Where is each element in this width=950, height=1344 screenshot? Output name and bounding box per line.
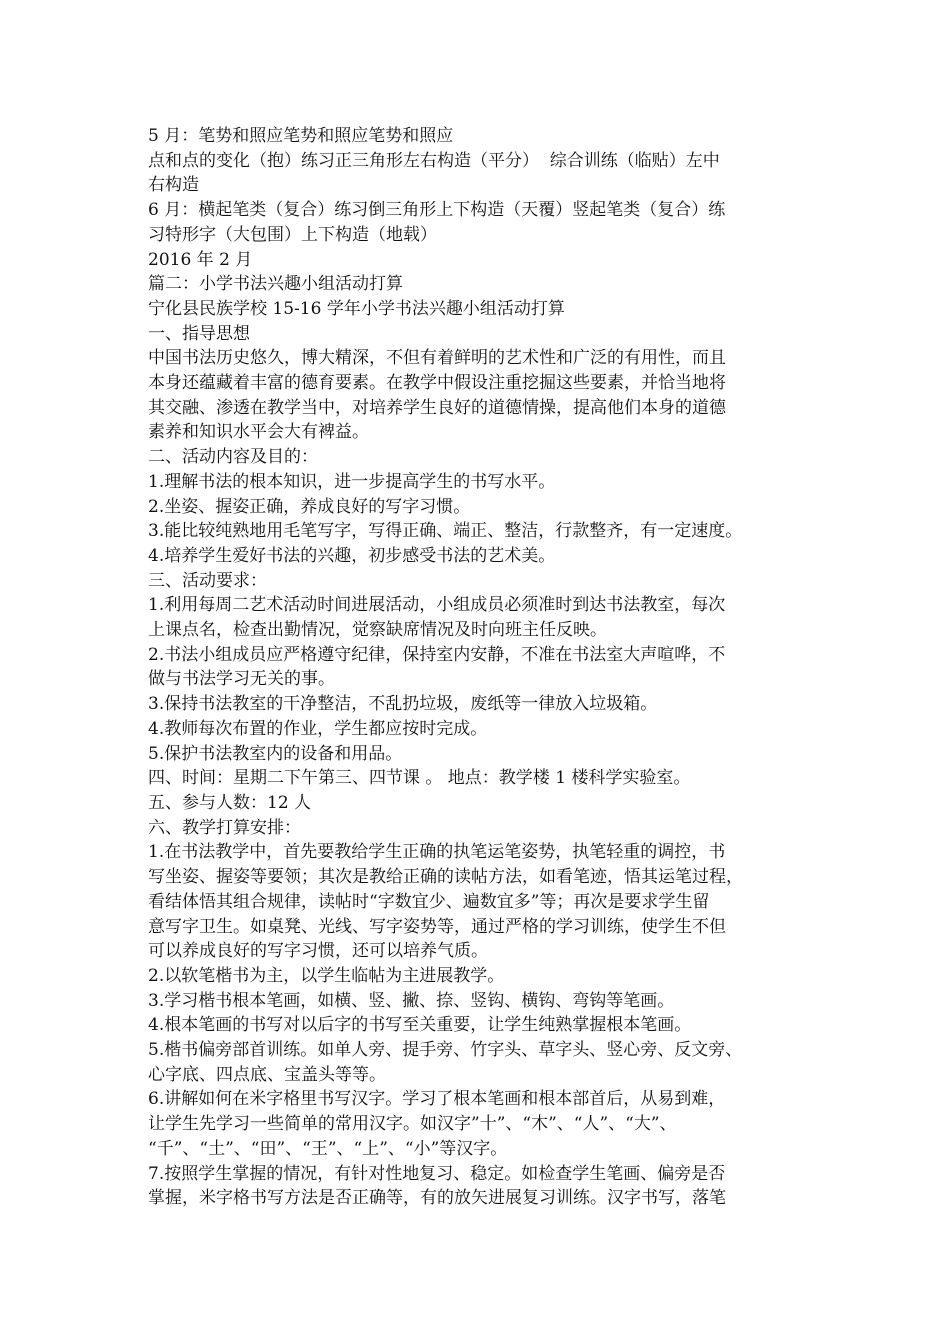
text-line: 看结体悟其组合规律，读帖时“字数宜少、遍数宜多”等；再次是要求学生留 <box>148 891 710 912</box>
text-line: 篇二：小学书法兴趣小组活动打算 <box>148 274 403 295</box>
text-line: 2.坐姿、握姿正确，养成良好的写字习惯。 <box>148 496 471 517</box>
text-line: 上课点名，检查出勤情况，觉察缺席情况及时向班主任反映。 <box>148 620 607 641</box>
text-line: 4.根本笔画的书写对以后字的书写至关重要，让学生纯熟掌握根本笔画。 <box>148 1015 692 1036</box>
text-line: 5.保护书法教室内的设备和用品。 <box>148 743 403 764</box>
text-line: 3.能比较纯熟地用毛笔写字，写得正确、端正、整洁，行款整齐，有一定速度。 <box>148 521 743 542</box>
text-line: “千”、“土”、“田”、“王”、“上”、“小”等汉字。 <box>148 1138 508 1159</box>
text-line: 其交融、渗透在教学当中，对培养学生良好的道德情操，提高他们本身的道德 <box>148 397 726 418</box>
text-line: 7.按照学生掌握的情况，有针对性地复习、稳定。如检查学生笔画、偏旁是否 <box>148 1163 726 1184</box>
text-line: 习特形字（大包围）上下构造（地载） <box>148 224 437 245</box>
text-line: 右构造 <box>148 175 199 196</box>
text-line: 本身还蕴藏着丰富的德育要素。在教学中假设注重挖掘这些要素，并恰当地将 <box>148 373 726 394</box>
text-line: 写坐姿、握姿等要领；其次是教给正确的读帖方法，如看笔迹，悟其运笔过程， <box>148 867 743 888</box>
text-line: 2.书法小组成员应严格遵守纪律，保持室内安静，不准在书法室大声喧哗，不 <box>148 644 726 665</box>
text-line: 4.培养学生爱好书法的兴趣，初步感受书法的艺术美。 <box>148 545 556 566</box>
text-line: 可以养成良好的写字习惯，还可以培养气质。 <box>148 941 488 962</box>
text-line: 三、活动要求： <box>148 570 267 591</box>
text-line: 五、参与人数：12 人 <box>148 792 312 813</box>
text-line: 5.楷书偏旁部首训练。如单人旁、提手旁、竹字头、草字头、竖心旁、反文旁、 <box>148 1040 743 1061</box>
text-line: 3.保持书法教室的干净整洁，不乱扔垃圾，废纸等一律放入垃圾箱。 <box>148 694 658 715</box>
document-body <box>148 124 813 1211</box>
text-line: 6.讲解如何在米字格里书写汉字。学习了根本笔画和根本部首后，从易到难， <box>148 1089 726 1110</box>
text-line: 2016 年 2 月 <box>148 249 253 270</box>
text-line: 5 月：笔势和照应笔势和照应笔势和照应 <box>148 126 454 146</box>
text-line: 2.以软笔楷书为主，以学生临帖为主进展教学。 <box>148 965 505 986</box>
text-line: 掌握，米字格书写方法是否正确等，有的放矢进展复习训练。汉字书写，落笔 <box>148 1188 726 1209</box>
text-line: 二、活动内容及目的： <box>148 447 318 468</box>
text-line: 1.在书法教学中，首先要教给学生正确的执笔运笔姿势，执笔轻重的调控，书 <box>148 842 726 863</box>
text-line: 1.利用每周二艺术活动时间进展活动，小组成员必须准时到达书法教室，每次 <box>148 595 726 616</box>
text-line: 六、教学打算安排： <box>148 817 301 838</box>
text-line: 一、指导思想 <box>148 323 250 344</box>
text-line: 素养和知识水平会大有裨益。 <box>148 422 369 443</box>
text-line: 四、时间：星期二下午第三、四节课 。 地点：教学楼 1 楼科学实验室。 <box>148 768 691 789</box>
text-line: 心字底、四点底、宝盖头等等。 <box>148 1064 386 1085</box>
text-line: 宁化县民族学校 15-16 学年小学书法兴趣小组活动打算 <box>148 298 565 319</box>
text-line: 点和点的变化（抱）练习正三角形左右构造（平分） 综合训练（临贴）左中 <box>148 150 720 171</box>
text-line: 6 月：横起笔类（复合）练习倒三角形上下构造（天覆）竖起笔类（复合）练 <box>148 200 726 221</box>
text-line: 中国书法历史悠久，博大精深，不但有着鲜明的艺术性和广泛的有用性，而且 <box>148 348 726 369</box>
text-line: 4.教师每次布置的作业，学生都应按时完成。 <box>148 718 488 739</box>
text-line: 意写字卫生。如桌凳、光线、写字姿势等，通过严格的学习训练，使学生不但 <box>148 916 726 937</box>
text-line: 让学生先学习一些简单的常用汉字。如汉字”十”、“木”、“人”、“大”、 <box>148 1114 677 1135</box>
text-line: 做与书法学习无关的事。 <box>148 669 335 690</box>
text-line: 3.学习楷书根本笔画，如横、竖、撇、捺、竖钩、横钩、弯钩等笔画。 <box>148 990 675 1011</box>
text-line: 1.理解书法的根本知识，进一步提高学生的书写水平。 <box>148 471 556 492</box>
